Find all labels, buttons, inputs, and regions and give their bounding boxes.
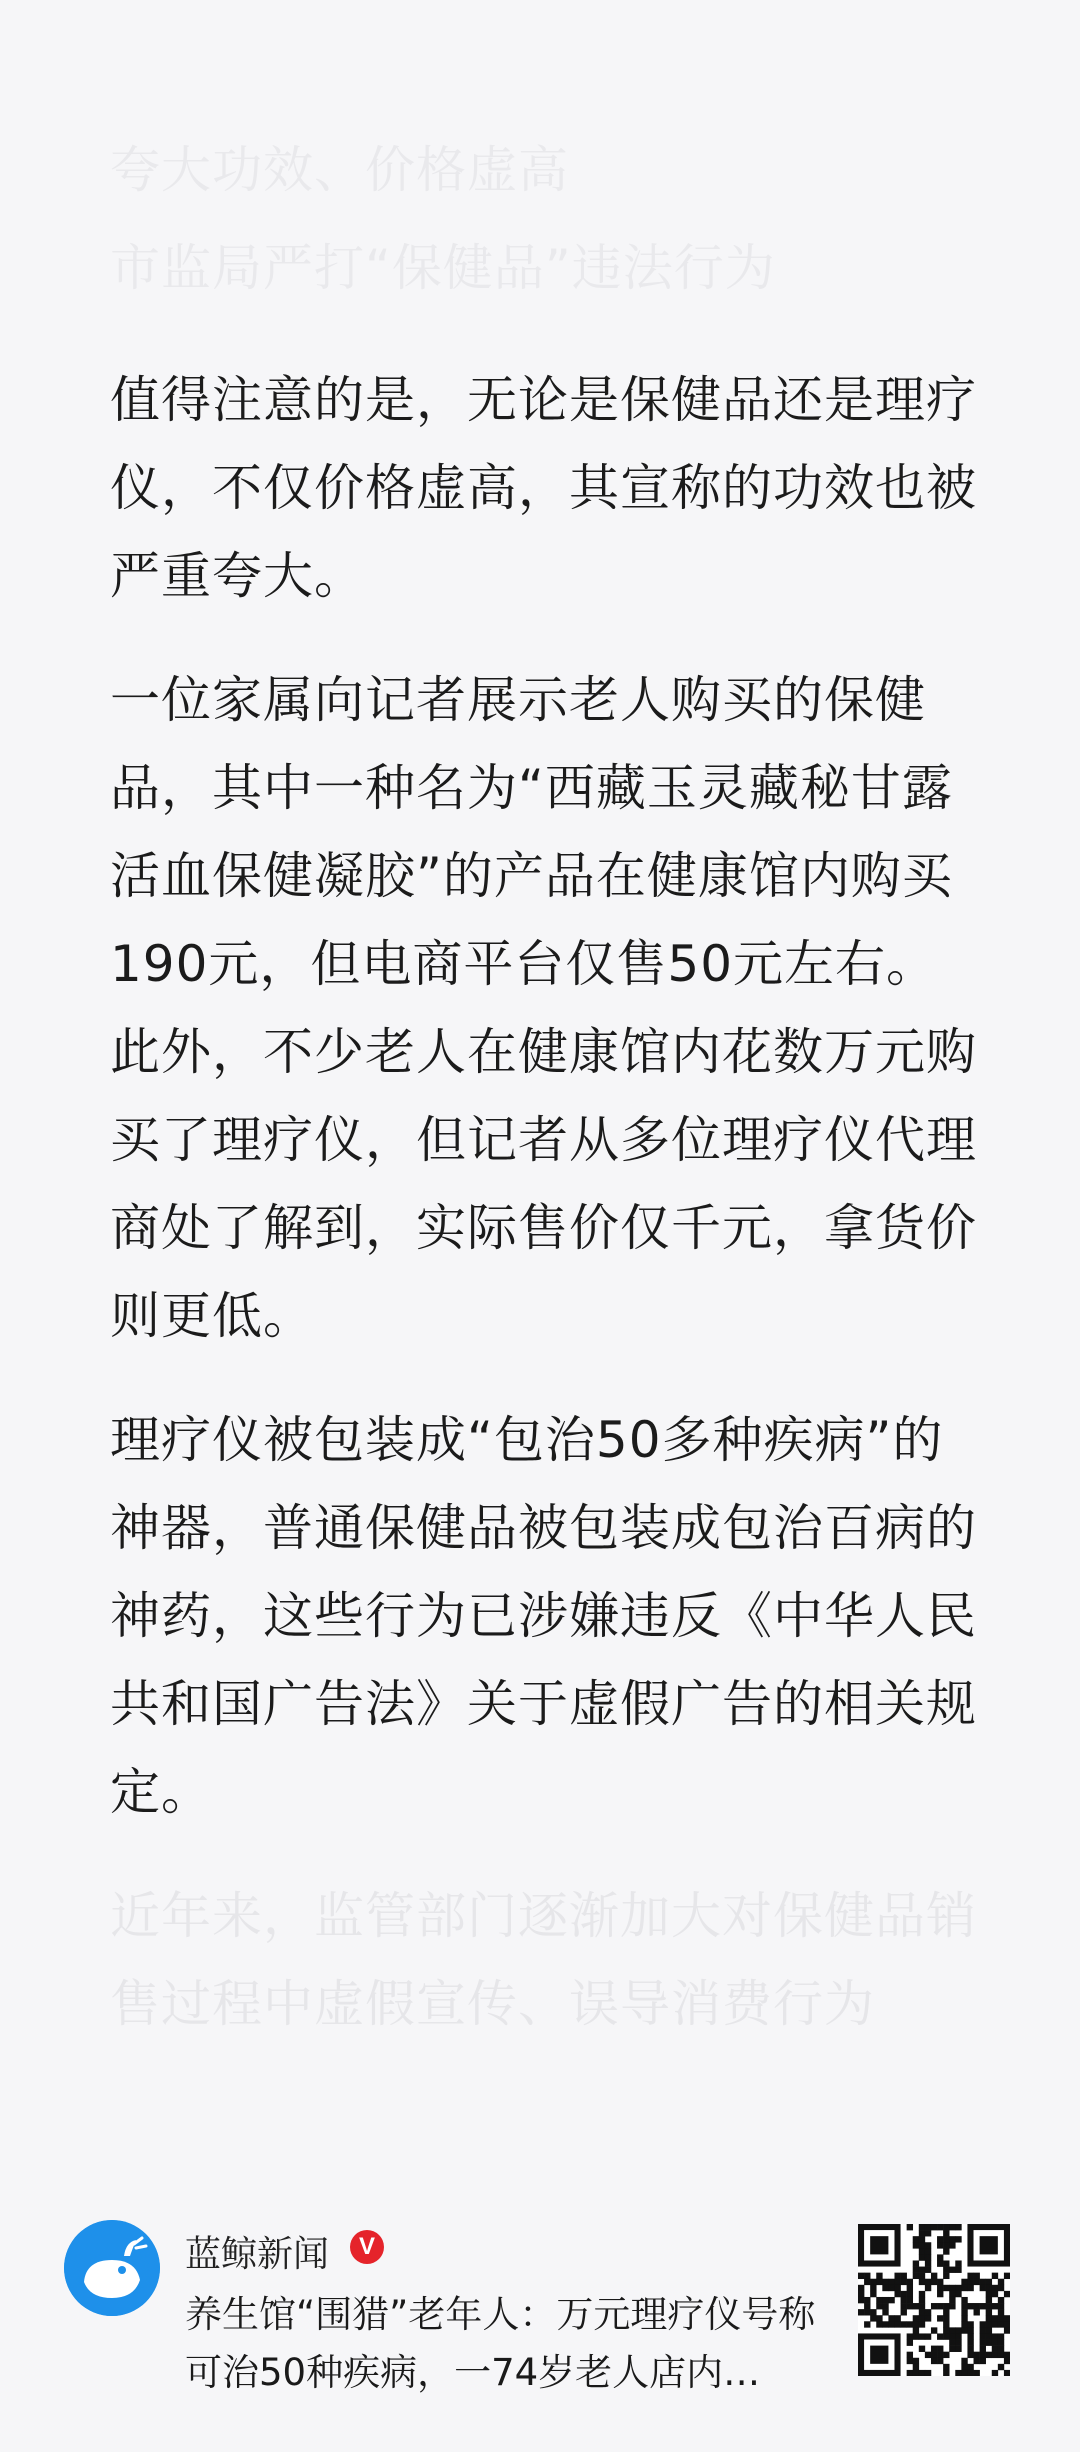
- source-article-title[interactable]: 养生馆“围猎”老年人：万元理疗仪号称可治50种疾病，一74岁老人店内…: [185, 2293, 816, 2394]
- faded-section-heading: 夸大功效、价格虚高: [110, 141, 569, 199]
- qr-code-icon: [858, 2224, 1010, 2376]
- source-card[interactable]: [0, 2200, 1080, 2452]
- article-paragraph-2: 一位家属向记者展示老人购买的保健品，其中一种名为“西藏玉灵藏秘甘露活血保健凝胶”的产品在健康馆内购买190元，但电商平台仅售50元左右。此外，不少老人在健康馆内花数万元购买了理疗仪，但记者从多位理疗仪代理商处了解到，实际售价仅千元，拿货价则更低。: [110, 671, 977, 1345]
- whale-logo-icon: [64, 2220, 160, 2316]
- source-name: 蓝鲸新闻: [185, 2234, 330, 2275]
- article-body: [110, 130, 980, 2048]
- verified-badge-icon: V: [350, 2230, 384, 2264]
- faded-section-subheading: 市监局严打“保健品”违法行为: [110, 239, 776, 297]
- faded-paragraph: 近年来，监管部门逐渐加大对保健品销售过程中虚假宣传、误导消费行为: [110, 1887, 977, 2033]
- article-paragraph-1: 值得注意的是，无论是保健品还是理疗仪，不仅价格虚高，其宣称的功效也被严重夸大。: [110, 371, 977, 605]
- article-paragraph-3: 理疗仪被包装成“包治50多种疾病”的神器，普通保健品被包装成包治百病的神药，这些行为已涉嫌违反《中华人民共和国广告法》关于虚假广告的相关规定。: [110, 1411, 977, 1821]
